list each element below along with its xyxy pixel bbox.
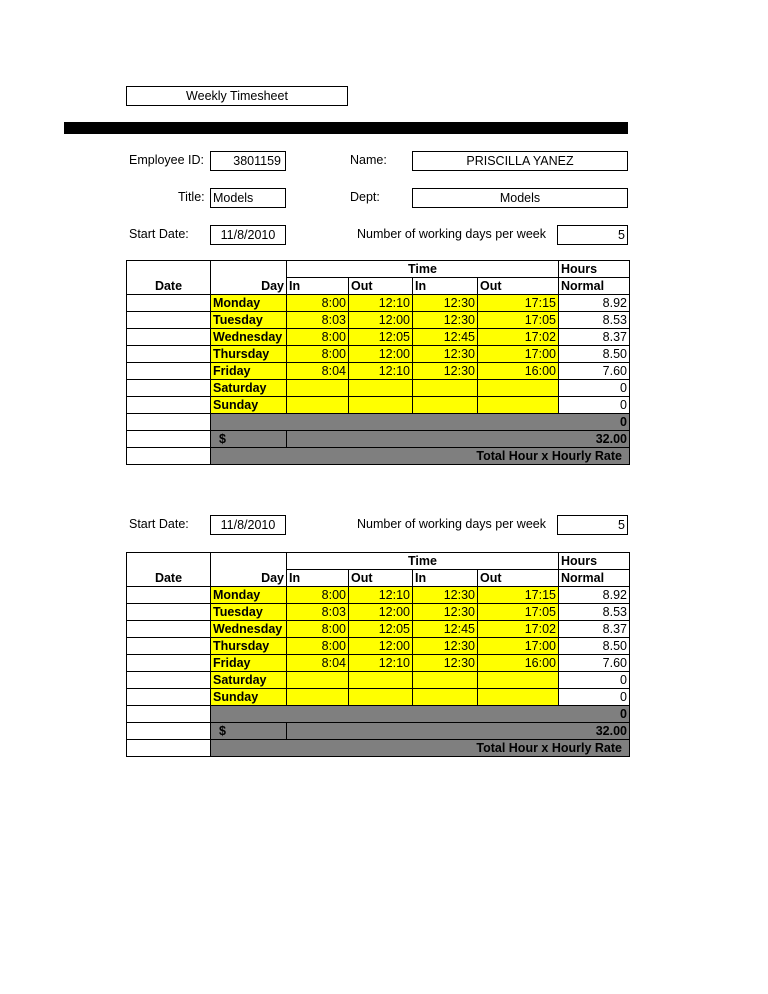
time-in-cell[interactable]: 12:30 xyxy=(413,346,478,363)
hours-cell: 8.50 xyxy=(559,638,630,655)
time-out-cell[interactable]: 16:00 xyxy=(478,363,559,380)
date-cell xyxy=(127,414,211,431)
hours-header: Hours xyxy=(559,553,630,570)
time-out-cell[interactable]: 17:00 xyxy=(478,638,559,655)
total-pay-label: Total Hour x Hourly Rate xyxy=(211,448,630,465)
day-header-cell xyxy=(211,261,287,278)
working-days-field[interactable]: 5 xyxy=(557,225,628,245)
time-out-cell[interactable]: 12:00 xyxy=(349,604,413,621)
in-header: In xyxy=(413,570,478,587)
date-cell[interactable] xyxy=(127,672,211,689)
date-header: Date xyxy=(127,570,211,587)
day-header: Day xyxy=(211,278,287,295)
date-header-cell xyxy=(127,553,211,570)
out-header: Out xyxy=(349,278,413,295)
dept-field[interactable]: Models xyxy=(412,188,628,208)
header-divider xyxy=(64,122,628,134)
time-in-cell[interactable]: 8:00 xyxy=(287,346,349,363)
time-out-cell[interactable]: 17:00 xyxy=(478,346,559,363)
time-in-cell[interactable]: 8:04 xyxy=(287,655,349,672)
time-in-cell[interactable] xyxy=(413,672,478,689)
day-cell: Wednesday xyxy=(211,329,287,346)
table-row xyxy=(127,638,630,655)
day-cell: Friday xyxy=(211,655,287,672)
time-in-cell[interactable] xyxy=(413,689,478,706)
total-pay-label: Total Hour x Hourly Rate xyxy=(211,740,630,757)
hours-cell: 8.92 xyxy=(559,587,630,604)
table-row xyxy=(127,312,630,329)
table-row xyxy=(127,380,630,397)
time-out-cell[interactable] xyxy=(349,672,413,689)
in-header: In xyxy=(287,570,349,587)
hours-cell: 0 xyxy=(559,380,630,397)
time-in-cell[interactable]: 12:30 xyxy=(413,655,478,672)
day-cell: Monday xyxy=(211,587,287,604)
date-cell[interactable] xyxy=(127,621,211,638)
day-cell: Wednesday xyxy=(211,621,287,638)
time-out-cell[interactable]: 17:15 xyxy=(478,295,559,312)
time-out-cell[interactable]: 12:05 xyxy=(349,329,413,346)
day-cell: Saturday xyxy=(211,672,287,689)
day-cell: Saturday xyxy=(211,380,287,397)
time-in-cell[interactable]: 8:04 xyxy=(287,363,349,380)
time-in-cell[interactable]: 12:30 xyxy=(413,363,478,380)
out-header: Out xyxy=(478,570,559,587)
time-out-cell[interactable]: 12:10 xyxy=(349,655,413,672)
start-date-label: Start Date: xyxy=(129,517,189,531)
table-row xyxy=(127,397,630,414)
time-out-cell[interactable]: 12:00 xyxy=(349,638,413,655)
time-in-cell[interactable] xyxy=(287,689,349,706)
start-date-field[interactable]: 11/8/2010 xyxy=(210,225,286,245)
time-in-cell[interactable]: 8:00 xyxy=(287,638,349,655)
time-out-cell[interactable] xyxy=(478,672,559,689)
time-in-cell[interactable]: 8:00 xyxy=(287,295,349,312)
date-cell xyxy=(127,723,211,740)
name-label: Name: xyxy=(350,153,387,167)
time-in-cell[interactable]: 12:30 xyxy=(413,587,478,604)
time-in-cell[interactable] xyxy=(413,397,478,414)
hours-cell: 8.53 xyxy=(559,312,630,329)
date-cell[interactable] xyxy=(127,655,211,672)
start-date-label: Start Date: xyxy=(129,227,189,241)
table-row xyxy=(127,363,630,380)
time-in-cell[interactable]: 8:00 xyxy=(287,587,349,604)
normal-header: Normal xyxy=(559,570,630,587)
hours-header: Hours xyxy=(559,261,630,278)
time-header: Time xyxy=(287,261,559,278)
hours-cell: 8.37 xyxy=(559,621,630,638)
hours-cell: 7.60 xyxy=(559,363,630,380)
out-header: Out xyxy=(478,278,559,295)
hours-cell: 0 xyxy=(559,689,630,706)
title-field[interactable]: Models xyxy=(210,188,286,208)
name-field[interactable]: PRISCILLA YANEZ xyxy=(412,151,628,171)
total-pay: 32.00 xyxy=(287,431,630,448)
out-header: Out xyxy=(349,570,413,587)
time-out-cell[interactable]: 17:05 xyxy=(478,312,559,329)
working-days-field[interactable]: 5 xyxy=(557,515,628,535)
date-cell xyxy=(127,448,211,465)
day-cell: Thursday xyxy=(211,638,287,655)
day-cell: Tuesday xyxy=(211,604,287,621)
table-row xyxy=(127,587,630,604)
time-in-cell[interactable]: 12:30 xyxy=(413,295,478,312)
dept-label: Dept: xyxy=(350,190,380,204)
table-row xyxy=(127,689,630,706)
date-cell xyxy=(127,740,211,757)
time-in-cell[interactable]: 8:03 xyxy=(287,312,349,329)
date-cell[interactable] xyxy=(127,312,211,329)
time-in-cell[interactable]: 12:30 xyxy=(413,638,478,655)
time-out-cell[interactable] xyxy=(478,689,559,706)
timesheet-title: Weekly Timesheet xyxy=(126,86,348,106)
time-out-cell[interactable]: 17:02 xyxy=(478,621,559,638)
currency-symbol: $ xyxy=(211,723,287,740)
date-cell[interactable] xyxy=(127,380,211,397)
time-in-cell[interactable]: 8:03 xyxy=(287,604,349,621)
day-cell: Sunday xyxy=(211,689,287,706)
time-in-cell[interactable]: 12:30 xyxy=(413,312,478,329)
table-row xyxy=(127,604,630,621)
hours-cell: 8.53 xyxy=(559,604,630,621)
table-row xyxy=(127,655,630,672)
time-out-cell[interactable] xyxy=(478,397,559,414)
table-row xyxy=(127,295,630,312)
time-out-cell[interactable]: 17:05 xyxy=(478,604,559,621)
time-out-cell[interactable]: 12:10 xyxy=(349,363,413,380)
time-in-cell[interactable]: 12:45 xyxy=(413,329,478,346)
date-header: Date xyxy=(127,278,211,295)
in-header: In xyxy=(413,278,478,295)
day-cell: Sunday xyxy=(211,397,287,414)
hours-cell: 0 xyxy=(559,397,630,414)
date-cell[interactable] xyxy=(127,604,211,621)
table-row xyxy=(127,346,630,363)
date-cell[interactable] xyxy=(127,638,211,655)
time-out-cell[interactable] xyxy=(349,689,413,706)
normal-header: Normal xyxy=(559,278,630,295)
in-header: In xyxy=(287,278,349,295)
time-in-cell[interactable]: 12:30 xyxy=(413,604,478,621)
time-in-cell[interactable] xyxy=(287,397,349,414)
day-cell: Tuesday xyxy=(211,312,287,329)
total-pay: 32.00 xyxy=(287,723,630,740)
time-in-cell[interactable] xyxy=(287,672,349,689)
date-cell[interactable] xyxy=(127,295,211,312)
date-cell xyxy=(127,431,211,448)
time-out-cell[interactable] xyxy=(349,397,413,414)
time-in-cell[interactable]: 12:45 xyxy=(413,621,478,638)
date-cell[interactable] xyxy=(127,329,211,346)
currency-symbol: $ xyxy=(211,431,287,448)
title-label: Title: xyxy=(178,190,205,204)
time-out-cell[interactable]: 12:10 xyxy=(349,295,413,312)
table-row xyxy=(127,621,630,638)
time-in-cell[interactable]: 8:00 xyxy=(287,329,349,346)
time-in-cell[interactable] xyxy=(413,380,478,397)
time-out-cell[interactable]: 12:05 xyxy=(349,621,413,638)
hours-cell: 8.92 xyxy=(559,295,630,312)
employee-id-label: Employee ID: xyxy=(129,153,205,167)
date-cell[interactable] xyxy=(127,689,211,706)
time-out-cell[interactable]: 12:10 xyxy=(349,587,413,604)
date-cell xyxy=(127,706,211,723)
day-cell: Thursday xyxy=(211,346,287,363)
time-out-cell[interactable]: 17:02 xyxy=(478,329,559,346)
hours-cell: 7.60 xyxy=(559,655,630,672)
day-header-cell xyxy=(211,553,287,570)
day-header: Day xyxy=(211,570,287,587)
date-cell[interactable] xyxy=(127,397,211,414)
employee-id-field[interactable]: 3801159 xyxy=(210,151,286,171)
time-out-cell[interactable] xyxy=(349,380,413,397)
table-row xyxy=(127,329,630,346)
working-days-label: Number of working days per week xyxy=(357,517,546,531)
hours-cell: 8.37 xyxy=(559,329,630,346)
start-date-field[interactable]: 11/8/2010 xyxy=(210,515,286,535)
time-in-cell[interactable] xyxy=(287,380,349,397)
time-out-cell[interactable]: 17:15 xyxy=(478,587,559,604)
date-cell[interactable] xyxy=(127,363,211,380)
day-cell: Monday xyxy=(211,295,287,312)
hours-cell: 0 xyxy=(559,672,630,689)
time-out-cell[interactable] xyxy=(478,380,559,397)
total-hours: 0 xyxy=(211,706,630,723)
date-header-cell xyxy=(127,261,211,278)
time-out-cell[interactable]: 16:00 xyxy=(478,655,559,672)
timesheet-table xyxy=(126,552,630,757)
working-days-label: Number of working days per week xyxy=(357,227,546,241)
hours-cell: 8.50 xyxy=(559,346,630,363)
time-out-cell[interactable]: 12:00 xyxy=(349,346,413,363)
day-cell: Friday xyxy=(211,363,287,380)
time-in-cell[interactable]: 8:00 xyxy=(287,621,349,638)
date-cell[interactable] xyxy=(127,346,211,363)
date-cell[interactable] xyxy=(127,587,211,604)
time-header: Time xyxy=(287,553,559,570)
table-row xyxy=(127,672,630,689)
time-out-cell[interactable]: 12:00 xyxy=(349,312,413,329)
timesheet-table xyxy=(126,260,630,465)
total-hours: 0 xyxy=(211,414,630,431)
